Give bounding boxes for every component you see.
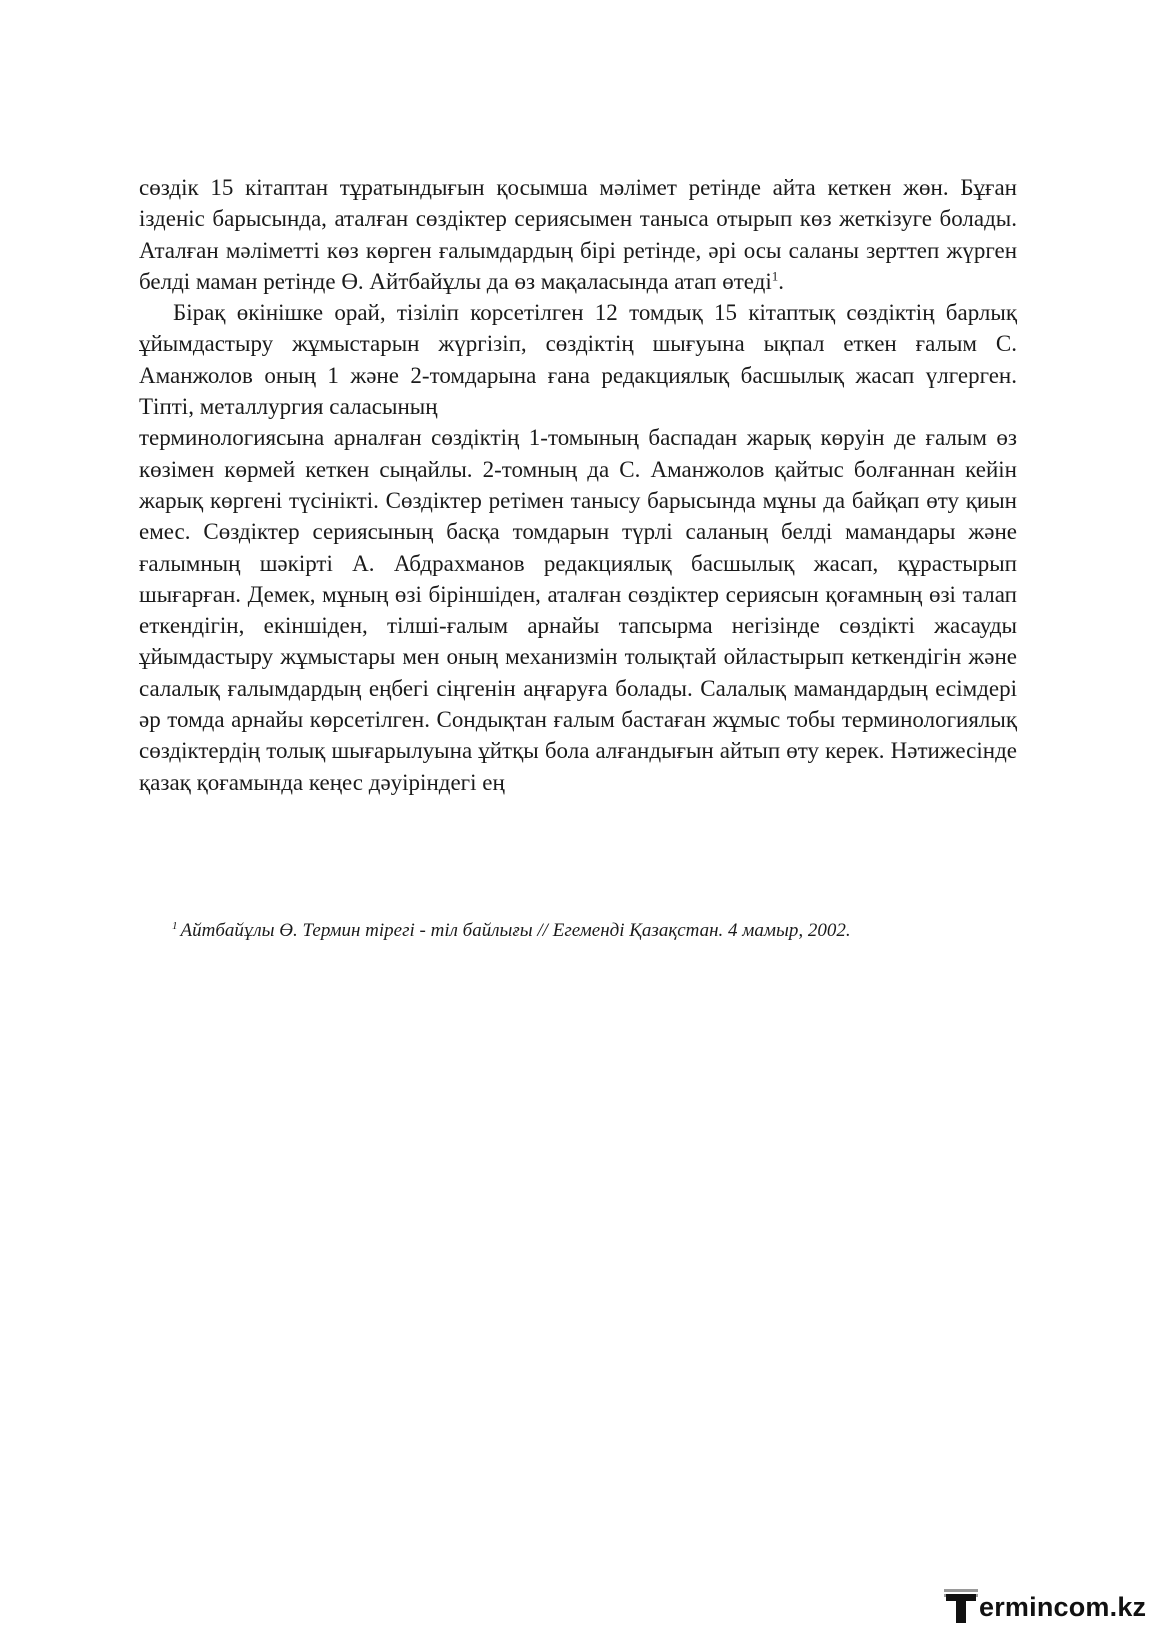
paragraph <box>139 422 1017 798</box>
site-logo[interactable] <box>944 1581 1146 1625</box>
paragraph <box>139 172 1017 297</box>
paragraph <box>139 297 1017 422</box>
main-text <box>139 172 1017 798</box>
paragraph-text: сөздік 15 кітаптан тұратындығын қосымша мәлімет ретінде айта кеткен жөн. Бұған ізденіс барысында, аталған сөздіктер сериясымен таныса отырып көз жеткізуге болады. Аталған мәліметті көз көрген ғалымдардың бірі ретінде, әрі осы саланы зерттеп жүрген белді маман ретінде Ө. Айтбайұлы да өз мақаласында атап өтеді <box>139 175 1017 294</box>
footnote-reference[interactable]: 1 <box>771 268 779 284</box>
paragraph-text: Бірақ өкінішке орай, тізіліп корсетілген 12 томдық 15 кітаптық сөздіктің барлық ұйымдастыру жұмыстарын жүргізіп, сөздіктің шығуына ықпал еткен ғалым С. Аманжолов оның 1 және 2-томдарына ғана редакциялық басшылық жасап үлгерген. Тіпті, металлургия саласының <box>139 300 1017 420</box>
footnote-number: 1 <box>172 919 178 932</box>
footnote <box>172 919 1018 943</box>
logo-text: ermincom.kz <box>979 1592 1147 1622</box>
paragraph-text: терминологиясына арналған сөздіктің 1-томының баспадан жарық көруін де ғалым өз көзімен көрмей кеткен сыңайлы. 2-томның да С. Аманжолов қайтыс болғаннан кейін жарық көргені түсінікті. Сөздіктер ретімен танысу барысында мұны да байқап өту қиын емес. Сөздіктер сериясының басқа томдарын түрлі саланың белді мамандары және ғалымның шәкірті А. Абдрахманов редакциялық басшылық жасап, құрастырып шығарған. Демек, мұның өзі біріншіден, аталған сөздіктер сериясын қоғамның өзі талап еткендігін, екіншіден, тілші-ғалым арнайы тапсырма негізінде сөздікті жасауды ұйымдастыру жұмыстары мен оның механизмін толықтай ойластырып кеткендігін және салалық ғалымдардың еңбегі сіңгенін аңғаруға болады. Салалық мамандардың есімдері әр томда арнайы көрсетілген. Сондықтан ғалым бастаған жұмыс тобы терминологиялық сөздіктердің толық шығарылуына ұйтқы бола алғандығын айтып өту керек. Нәтижесінде қазақ қоғамында кеңес дәуіріндегі ең <box>139 425 1017 795</box>
footnote-text: Айтбайұлы Ө. Термин тірегі - тіл байлығы // Егеменді Қазақстан. 4 мамыр, 2002. <box>180 920 851 941</box>
logo-t-mark-icon <box>944 1585 978 1625</box>
paragraph-end: . <box>778 268 785 294</box>
